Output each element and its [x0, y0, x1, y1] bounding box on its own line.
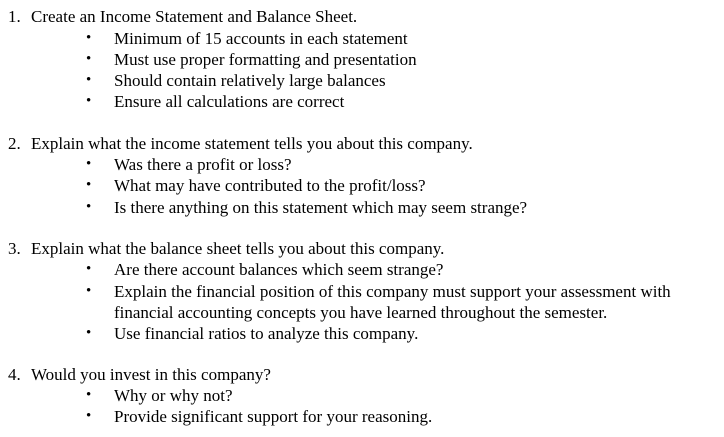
list-item-text: Why or why not? [114, 386, 233, 405]
bullet-icon: • [86, 93, 92, 109]
question-text: Explain what the income statement tells you about this company. [31, 134, 473, 153]
list-item-text: Minimum of 15 accounts in each statement [114, 29, 408, 48]
question-number: 4. [8, 365, 21, 384]
bullet-icon: • [86, 51, 92, 67]
list-item-text: Must use proper formatting and presentation [114, 50, 417, 69]
list-item-text: Should contain relatively large balances [114, 71, 386, 90]
question-text: Explain what the balance sheet tells you about this company. [31, 239, 445, 258]
list-item-text: Was there a profit or loss? [114, 155, 292, 174]
bullet-icon: • [86, 387, 92, 403]
bullet-icon: • [86, 261, 92, 277]
list-item-text: Explain the financial position of this company must support your assessment with [114, 282, 671, 301]
bullet-icon: • [86, 72, 92, 88]
list-item-text: What may have contributed to the profit/loss? [114, 176, 426, 195]
list-item-text: Ensure all calculations are correct [114, 92, 345, 111]
bullet-icon: • [86, 30, 92, 46]
question-text: Would you invest in this company? [31, 365, 271, 384]
question-number: 3. [8, 239, 21, 258]
bullet-icon: • [86, 156, 92, 172]
bullet-icon: • [86, 199, 92, 215]
question-text: Create an Income Statement and Balance Sheet. [31, 7, 358, 26]
bullet-icon: • [86, 177, 92, 193]
list-item-text: Use financial ratios to analyze this company. [114, 324, 419, 343]
list-item-text: Are there account balances which seem strange? [114, 260, 444, 279]
bullet-icon: • [86, 408, 92, 424]
bullet-icon: • [86, 283, 92, 299]
bullet-icon: • [86, 325, 92, 341]
list-item-text: Provide significant support for your reasoning. [114, 407, 433, 426]
list-item-text: Is there anything on this statement which may seem strange? [114, 198, 528, 217]
question-number: 1. [8, 7, 21, 26]
list-item-text: financial accounting concepts you have learned throughout the semester. [114, 303, 608, 322]
question-number: 2. [8, 134, 21, 153]
